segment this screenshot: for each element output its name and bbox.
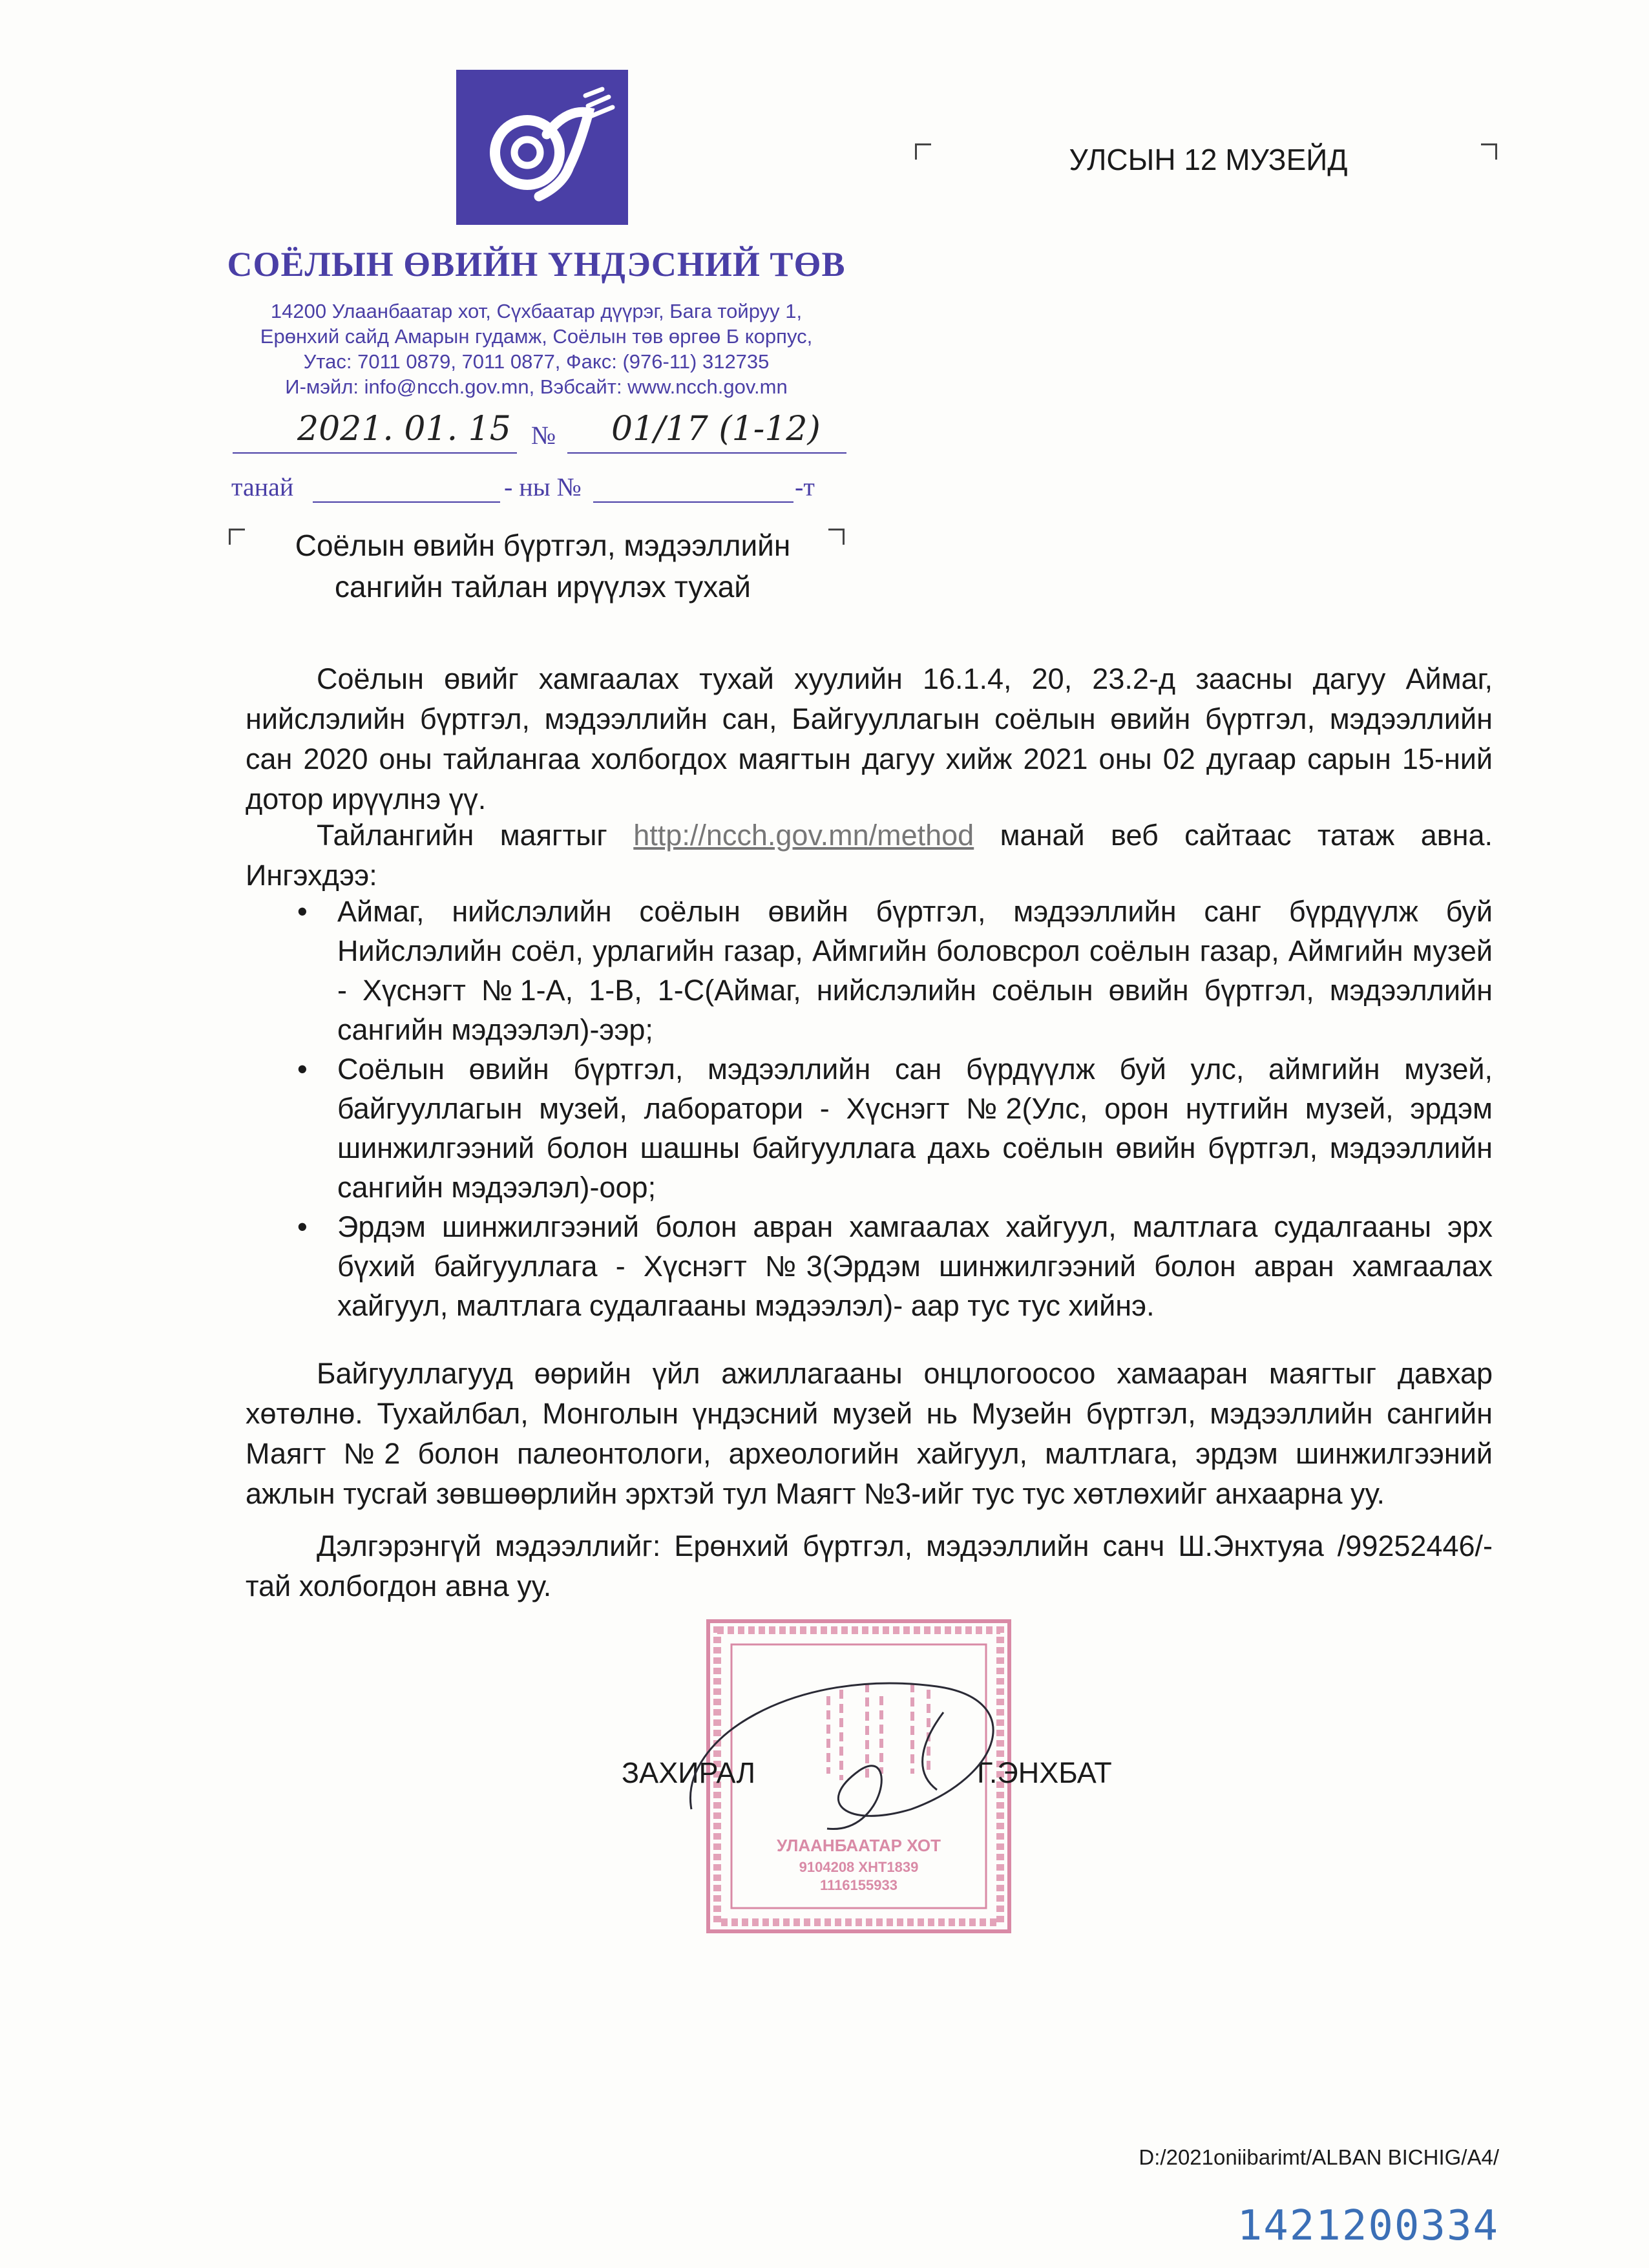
- bullet-icon: •: [297, 1210, 308, 1243]
- signatory-title: ЗАХИРАЛ: [622, 1756, 756, 1789]
- bullet-icon: •: [297, 1053, 308, 1086]
- tanai-underline: [313, 501, 500, 503]
- registration-number-stamp: 1421200334: [1237, 2202, 1499, 2250]
- address-line: 14200 Улаанбаатар хот, Сүхбаатар дүүрэг, Бага тойруу 1,: [270, 300, 803, 322]
- signatory-name: Г.ЭНХБАТ: [977, 1756, 1112, 1789]
- paragraph-4: Дэлгэрэнгүй мэдээллийг: Ерөнхий бүртгэл, мэдээллийн санч Ш.Энхтуяа /99252446/-тай холбогдон авна уу.: [246, 1529, 1493, 1602]
- list-item-text: Аймаг, нийслэлийн соёлын өвийн бүртгэл, мэдээллийн санг бүрдүүлж буй Нийслэлийн соёл, урлагийн газар, Аймгийн боловсрол соёлын газар, Аймгийн музей - Хүснэгт №1-А, 1-В, 1-С(Аймаг, нийслэлийн соёлын өвийн бүртгэл, мэдээллийн сангийн мэдээлэл)-ээр;: [337, 895, 1493, 1046]
- corner-mark: [229, 529, 245, 545]
- method-link[interactable]: http://ncch.gov.mn/method: [633, 819, 974, 852]
- corner-mark: [828, 529, 845, 545]
- reference-row: [231, 472, 877, 510]
- paragraph-2: [246, 815, 1493, 896]
- stamp-line: УЛААНБААТАР ХОТ: [776, 1836, 941, 1855]
- handwritten-signature: [666, 1641, 1027, 1848]
- date-underline: [233, 452, 517, 454]
- number-label: №: [531, 421, 556, 450]
- list-item: [297, 1049, 1493, 1207]
- corner-mark: [915, 143, 931, 160]
- org-logo: [456, 70, 628, 225]
- logo-emblem-icon: [456, 70, 628, 225]
- list-item: [297, 1207, 1493, 1325]
- subject-line: Соёлын өвийн бүртгэл, мэдээллийн: [295, 529, 791, 562]
- org-address: [194, 299, 879, 399]
- stamp-line: 9104208 ХНТ1839: [799, 1859, 919, 1875]
- bullet-icon: •: [297, 895, 308, 928]
- stamp-line: 1116155933: [820, 1877, 898, 1893]
- handwritten-number: 01/17 (1-12): [611, 410, 821, 448]
- paragraph-1: Соёлын өвийг хамгаалах тухай хуулийн 16.1.4, 20, 23.2-д заасны дагуу Аймаг, нийслэлийн бүртгэл, мэдээллийн сан, Байгууллагын соёлын өвийн бүртгэл, мэдээллийн сан 2020 оны тайлангаа холбогдох маягтын дагуу хийж 2021 оны 02 дугаар сарын 15-ний дотор ирүүлнэ үү.: [246, 662, 1493, 815]
- nyn-label: - ны №: [504, 472, 582, 501]
- nyn-underline: [593, 501, 793, 503]
- recipient: УЛСЫН 12 МУЗЕЙД: [1069, 143, 1348, 176]
- t-label: -т: [795, 472, 815, 501]
- bullet-list: [297, 892, 1493, 1325]
- paragraph-2-text: манай веб сайтаас татаж авна. Ингэхдээ:: [246, 819, 1493, 892]
- handwritten-date: 2021. 01. 15: [297, 410, 511, 448]
- list-item: [297, 892, 1493, 1049]
- number-underline: [567, 452, 846, 454]
- paragraph-2-text: Тайлангийн маягтыг: [317, 819, 634, 852]
- address-line: Утас: 7011 0879, 7011 0877, Факс: (976-11) 312735: [303, 350, 770, 373]
- subject-line: сангийн тайлан ирүүлэх тухай: [335, 570, 751, 604]
- address-line: Ерөнхий сайд Амарын гудамж, Соёлын төв өргөө Б корпус,: [260, 325, 813, 348]
- date-number-row: [233, 410, 853, 459]
- list-item-text: Эрдэм шинжилгээний болон авран хамгаалах хайгуул, малтлага судалгааны эрх бүхий байгууллага - Хүснэгт №3(Эрдэм шинжилгээний болон авран хамгаалах хайгуул, малтлага судалгааны мэдээлэл)- аар тус тус хийнэ.: [337, 1210, 1493, 1322]
- subject: [258, 525, 827, 607]
- list-item-text: Соёлын өвийн бүртгэл, мэдээллийн сан бүрдүүлж буй улс, аймгийн музей, байгууллагын музей, лаборатори - Хүснэгт №2(Улс, орон нутгийн музей, эрдэм шинжилгээний болон шашны байгууллага дахь соёлын өвийн бүртгэл, мэдээллийн сангийн мэдээлэл)-оор;: [337, 1053, 1493, 1204]
- address-line: И-мэйл: info@ncch.gov.mn, Вэбсайт: www.ncch.gov.mn: [285, 375, 788, 398]
- org-name: СОЁЛЫН ӨВИЙН ҮНДЭСНИЙ ТӨВ: [227, 245, 846, 284]
- tanai-label: танай: [231, 472, 294, 501]
- corner-mark: [1481, 143, 1497, 160]
- paragraph-3: Байгууллагууд өөрийн үйл ажиллагааны онцлогоосоо хамааран маягтыг давхар хөтөлнө. Тухайлбал, Монголын үндэсний музей нь Музейн бүртгэл, мэдээллийн сангийн Маягт №2 болон палеонтологи, археологийн хайгуул, малтлага, эрдэм шинжилгээний ажлын тусгай зөвшөөрлийн эрхтэй тул Маягт №3-ийг тус тус хөтлөхийг анхаарна уу.: [246, 1357, 1493, 1510]
- file-path: D:/2021oniibarimt/ALBAN BICHIG/A4/: [1139, 2145, 1499, 2169]
